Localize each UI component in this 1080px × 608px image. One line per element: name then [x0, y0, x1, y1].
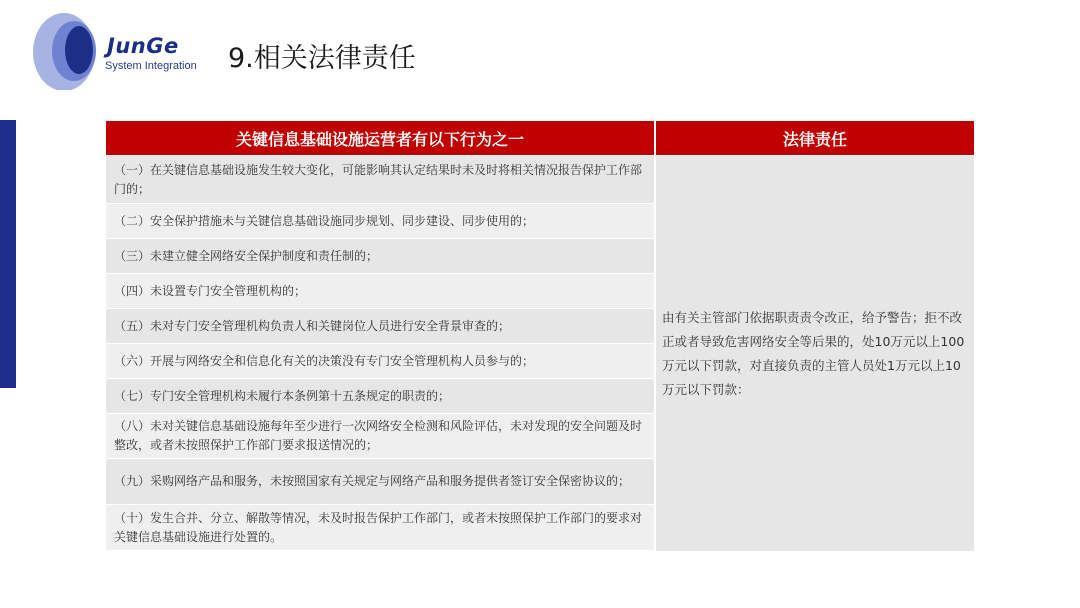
liability-cell — [656, 156, 974, 551]
logo-subtitle: System Integration — [105, 60, 197, 72]
table-row: （六）开展与网络安全和信息化有关的决策没有专门安全管理机构人员参与的； — [106, 344, 654, 379]
table-row: （七）专门安全管理机构未履行本条例第十五条规定的职责的； — [106, 379, 654, 414]
table-row: （十）发生合并、分立、解散等情况，未及时报告保护工作部门，或者未按照保护工作部门的要求对关键信息基础设施进行处置的。 — [106, 505, 654, 551]
page-title: 9.相关法律责任 — [228, 43, 416, 74]
accent-bar — [0, 120, 16, 388]
header-liability: 法律责任 — [656, 121, 974, 155]
table-row: （二）安全保护措施未与关键信息基础设施同步规划、同步建设、同步使用的； — [106, 204, 654, 239]
liability-table — [106, 121, 974, 551]
table-row: （三）未建立健全网络安全保护制度和责任制的； — [106, 239, 654, 274]
table-header — [106, 121, 974, 155]
table-row: （一）在关键信息基础设施发生较大变化，可能影响其认定结果时未及时将相关情况报告保护工作部门的； — [106, 156, 654, 204]
table-row: （八）未对关键信息基础设施每年至少进行一次网络安全检测和风险评估，未对发现的安全问题及时整改，或者未按照保护工作部门要求报送情况的； — [106, 414, 654, 459]
junge-logo — [30, 10, 210, 90]
table-row: （九）采购网络产品和服务，未按照国家有关规定与网络产品和服务提供者签订安全保密协议的； — [106, 459, 654, 505]
table-row: （四）未设置专门安全管理机构的； — [106, 274, 654, 309]
behavior-list — [106, 156, 654, 551]
table-row: （五）未对专门安全管理机构负责人和关键岗位人员进行安全背景审查的； — [106, 309, 654, 344]
header-behaviors: 关键信息基础设施运营者有以下行为之一 — [106, 121, 654, 155]
logo-name: JunGe — [107, 34, 179, 58]
logo-mark-icon — [30, 10, 110, 90]
liability-text: 由有关主管部门依据职责责令改正，给予警告；拒不改正或者导致危害网络安全等后果的，处10万元以上100万元以下罚款，对直接负责的主管人员处1万元以上10万元以下罚款： — [662, 309, 965, 397]
